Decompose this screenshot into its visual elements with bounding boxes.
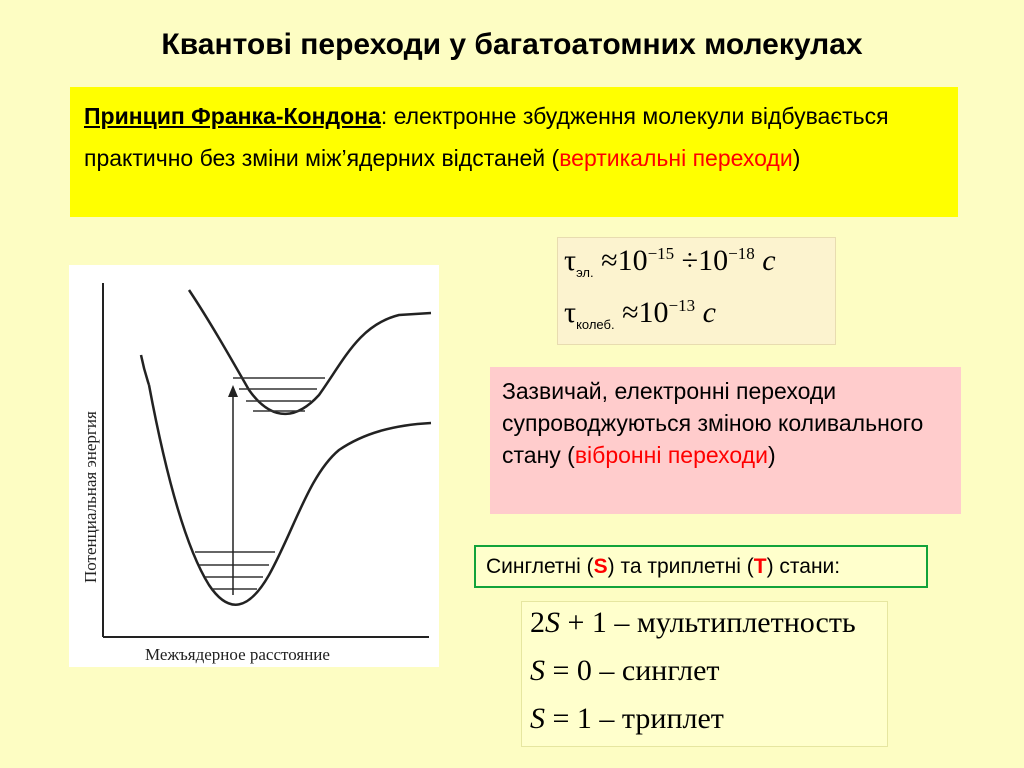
vibronic-text: Зазвичай, електронні переходи супроводжуються зміною коливального стану ( [502, 378, 924, 468]
t-letter: T [753, 555, 767, 578]
vibronic-box: Зазвичай, електронні переходи супроводжуються зміною коливального стану (вібронні переходи) [490, 367, 961, 514]
principle-term: Принцип Франка-Кондона [84, 103, 381, 129]
vibronic-highlight: вібронні переходи [574, 442, 768, 468]
vibrational-time-row: $\tau_{колеб.} \approx 10^{-13}$ с [564, 296, 716, 332]
ground-state-curve [149, 385, 431, 605]
lifetime-formula-box [557, 237, 836, 345]
singlet-triplet-box: Синглетні (S) та триплетні (T) стани: [474, 545, 928, 588]
potential-energy-diagram [69, 265, 439, 667]
arrow-head-icon [228, 385, 238, 397]
excited-state-curve [189, 290, 431, 414]
electronic-time-row: $\tau_{эл.} \approx 10^{-15} \div 10^{-18}$ с [564, 244, 776, 280]
slide-title: Квантові переходи у багатоатомних молекулах [161, 28, 863, 61]
s-letter: S [593, 555, 608, 578]
triplet-row: S = 1 – триплет [530, 702, 724, 735]
vertical-transitions-highlight: вертикальні переходи [559, 145, 793, 171]
singlet-row: S = 0 – синглет [530, 654, 720, 687]
principle-text: : електронне збудження молекули відбувається практично без зміни між’ядерних відстаней ( [84, 103, 889, 171]
multiplicity-formula-box [521, 601, 888, 747]
principle-closing: ) [792, 145, 801, 171]
multiplicity-row: 2S + 1 – мультиплетность [530, 606, 856, 639]
x-axis-label: Межъядерное расстояние [145, 645, 330, 664]
y-axis-label: Потенциальная энергия [81, 411, 100, 583]
franck-condon-box [70, 87, 958, 217]
